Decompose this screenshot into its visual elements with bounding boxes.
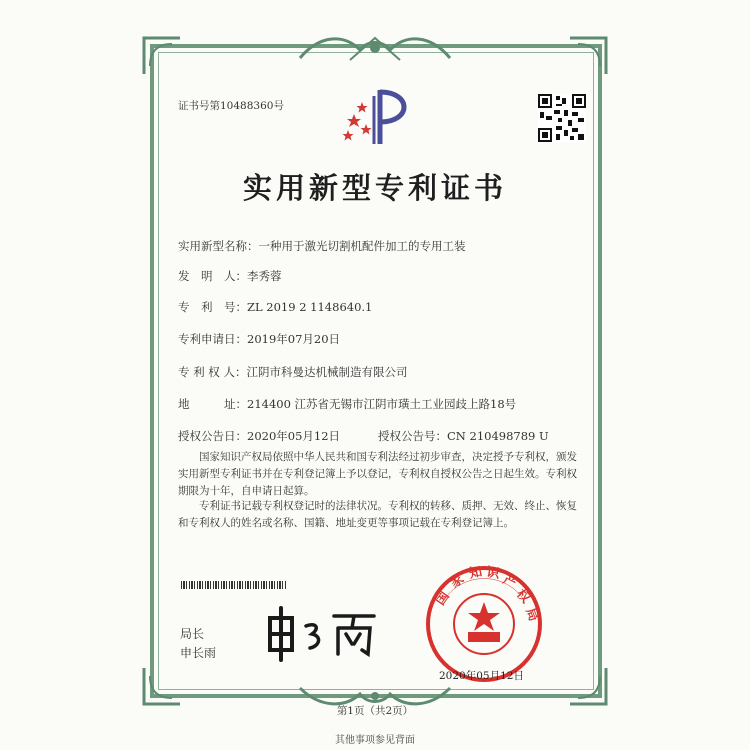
- corner-ornament-top-right: [568, 36, 608, 76]
- address-label: 地 址：: [178, 397, 247, 411]
- filing-date-row: [178, 331, 340, 347]
- grant-date-row: [178, 428, 340, 444]
- certificate-number: 证书号第10488360号: [178, 100, 284, 112]
- utility-model-name-label: 实用新型名称：: [178, 239, 259, 253]
- svg-text:国: 国: [432, 589, 453, 609]
- grant-number-row: [378, 428, 549, 444]
- filing-date-value: 2019年07月20日: [247, 332, 341, 346]
- inventor-value: 李秀蓉: [247, 269, 282, 283]
- qr-code: [538, 94, 586, 142]
- utility-model-name-value: 一种用于激光切割机配件加工的专用工装: [258, 239, 466, 253]
- patentee-label: 专 利 权 人：: [178, 365, 247, 379]
- grant-date-value: 2020年05月12日: [247, 429, 341, 443]
- page-number: 第1页（共2页）: [336, 705, 414, 717]
- certificate-title: 实用新型专利证书: [242, 171, 507, 205]
- seal-date: 2020年05月12日: [439, 670, 524, 682]
- footer-note: 其他事项参见背面: [335, 735, 415, 746]
- corner-ornament-top-left: [142, 36, 182, 76]
- svg-text:局: 局: [522, 605, 542, 624]
- inventor-label: 发 明 人：: [178, 269, 247, 283]
- certificate-paragraph-1: 国家知识产权局依照中华人民共和国专利法经过初步审查，决定授予专利权，颁发实用新型专利证书并在专利登记簿上予以登记，专利权自授权公告之日起生效。专利权期限为十年，自申请日起算。: [178, 451, 577, 497]
- director-signature: [262, 604, 382, 664]
- corner-ornament-bottom-right: [568, 666, 608, 706]
- patent-number-row: [178, 299, 372, 315]
- director-name: 申长雨: [180, 646, 217, 660]
- address-row: [178, 396, 516, 412]
- address-value: 214400 江苏省无锡市江阴市璜土工业园歧上路18号: [247, 397, 517, 411]
- svg-text:产: 产: [500, 572, 519, 592]
- svg-text:识: 识: [485, 565, 501, 582]
- filing-date-label: 专利申请日：: [178, 332, 247, 346]
- inventor-row: [178, 268, 282, 284]
- grant-number-value: CN 210498789 U: [447, 429, 549, 443]
- barcode: [181, 581, 287, 589]
- certificate-paragraph-2: 专利证书记载专利权登记时的法律状况。专利权的转移、质押、无效、终止、恢复和专利权人的姓名或名称、国籍、地址变更等事项记载在专利登记簿上。: [178, 500, 577, 529]
- svg-text:权: 权: [513, 586, 533, 607]
- corner-ornament-bottom-left: [142, 666, 182, 706]
- top-ornament: [290, 30, 460, 64]
- patentee-row: [178, 364, 407, 380]
- grant-date-label: 授权公告日：: [178, 429, 247, 443]
- patent-number-label: 专 利 号：: [178, 300, 247, 314]
- utility-model-name-row: [178, 238, 466, 254]
- patent-number-value: ZL 2019 2 1148640.1: [247, 300, 373, 314]
- svg-text:知: 知: [467, 564, 484, 582]
- patent-office-logo: [340, 86, 418, 146]
- svg-text:家: 家: [447, 571, 467, 592]
- grant-number-label: 授权公告号：: [378, 429, 447, 443]
- patentee-value: 江阴市科曼达机械制造有限公司: [246, 365, 408, 379]
- director-title: 局长: [180, 627, 205, 641]
